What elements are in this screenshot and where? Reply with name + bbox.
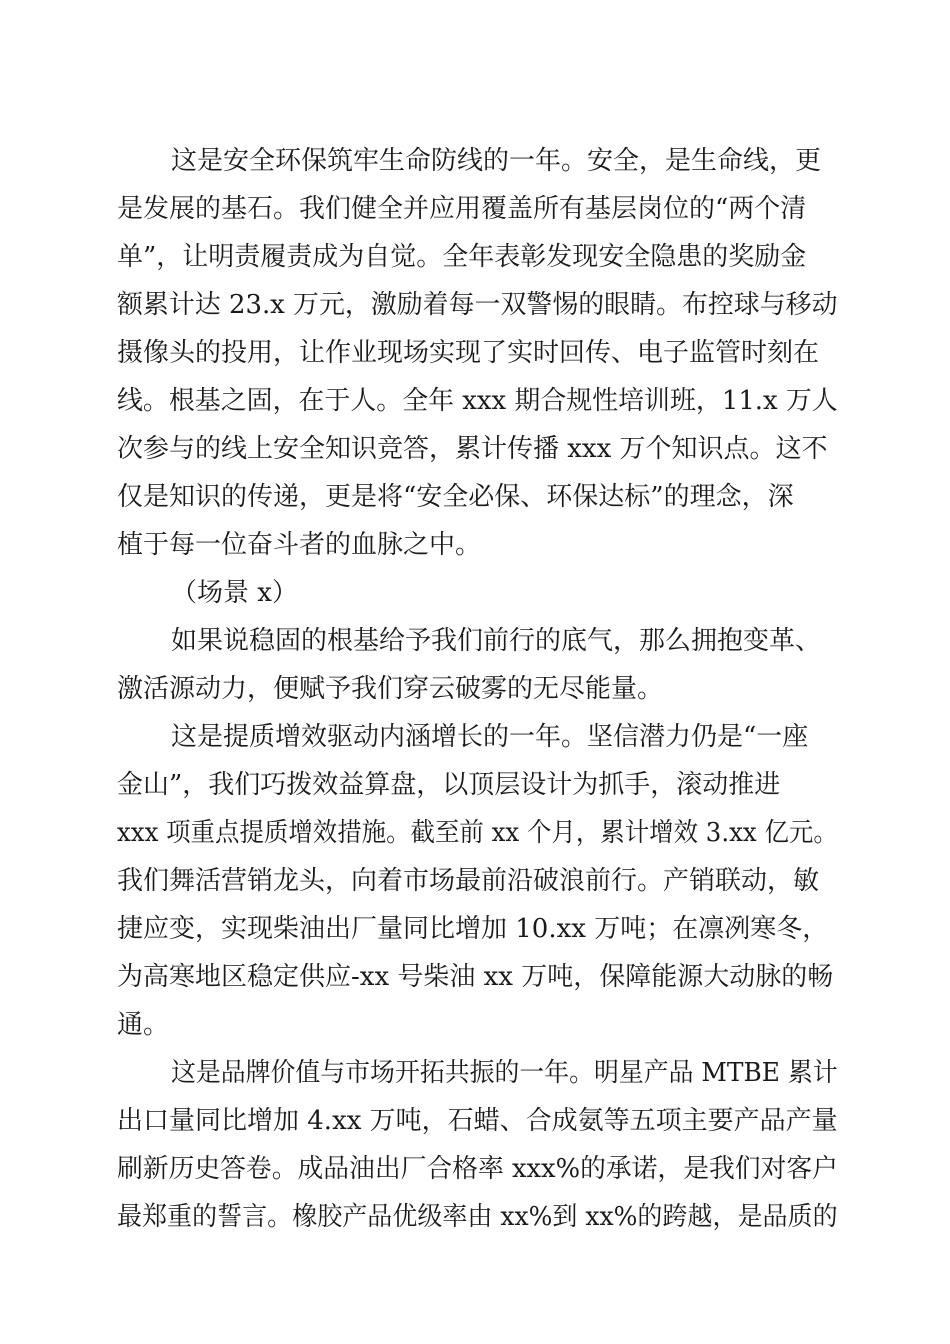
text-line: 摄像头的投用，让作业现场实现了实时回传、电子监管时刻在 [117, 338, 820, 368]
text-line: 通。 [117, 1010, 170, 1040]
text-line: 这是安全环保筑牢生命防线的一年。安全，是生命线，更 [171, 146, 822, 176]
text-line: 我们舞活营销龙头，向着市场最前沿破浪前行。产销联动，敏 [117, 866, 820, 896]
text-line: 最郑重的誓言。橡胶产品优级率由 xx%到 xx%的跨越，是品质的 [117, 1202, 838, 1232]
text-line: 单”，让明责履责成为自觉。全年表彰发现安全隐患的奖励金 [117, 242, 807, 272]
text-line: 线。根基之固，在于人。全年 xxx 期合规性培训班，11.x 万人 [117, 386, 838, 416]
text-line: 植于每一位奋斗者的血脉之中。 [117, 530, 482, 560]
text-line: 金山”，我们巧拨效益算盘，以顶层设计为抓手，滚动推进 [117, 770, 781, 800]
text-line: 这是提质增效驱动内涵增长的一年。坚信潜力仍是“一座 [171, 722, 809, 752]
text-line: 如果说稳固的根基给予我们前行的底气，那么拥抱变革、 [171, 626, 822, 656]
text-line: 为高寒地区稳定供应-xx 号柴油 xx 万吨，保障能源大动脉的畅 [117, 962, 834, 992]
text-line: 仅是知识的传递，更是将“安全必保、环保达标”的理念，深 [117, 482, 794, 512]
text-line: xxx 项重点提质增效措施。截至前 xx 个月，累计增效 3.xx 亿元。 [117, 818, 838, 848]
text-line: 刷新历史答卷。成品油出厂合格率 xxx%的承诺，是我们对客户 [117, 1154, 838, 1184]
text-line: 次参与的线上安全知识竞答，累计传播 xxx 万个知识点。这不 [117, 434, 828, 464]
text-line: 这是品牌价值与市场开拓共振的一年。明星产品 MTBE 累计 [171, 1058, 838, 1088]
text-line: 激活源动力，便赋予我们穿云破雾的无尽能量。 [117, 674, 664, 704]
text-line: 额累计达 23.x 万元，激励着每一双警惕的眼睛。布控球与移动 [117, 290, 838, 320]
text-line: 捷应变，实现柴油出厂量同比增加 10.xx 万吨；在凛冽寒冬， [117, 914, 829, 944]
text-line: 是发展的基石。我们健全并应用覆盖所有基层岗位的“两个清 [117, 194, 807, 224]
scene-label: （场景 x） [171, 578, 298, 608]
text-line: 出口量同比增加 4.xx 万吨，石蜡、合成氨等五项主要产品产量 [117, 1106, 838, 1136]
